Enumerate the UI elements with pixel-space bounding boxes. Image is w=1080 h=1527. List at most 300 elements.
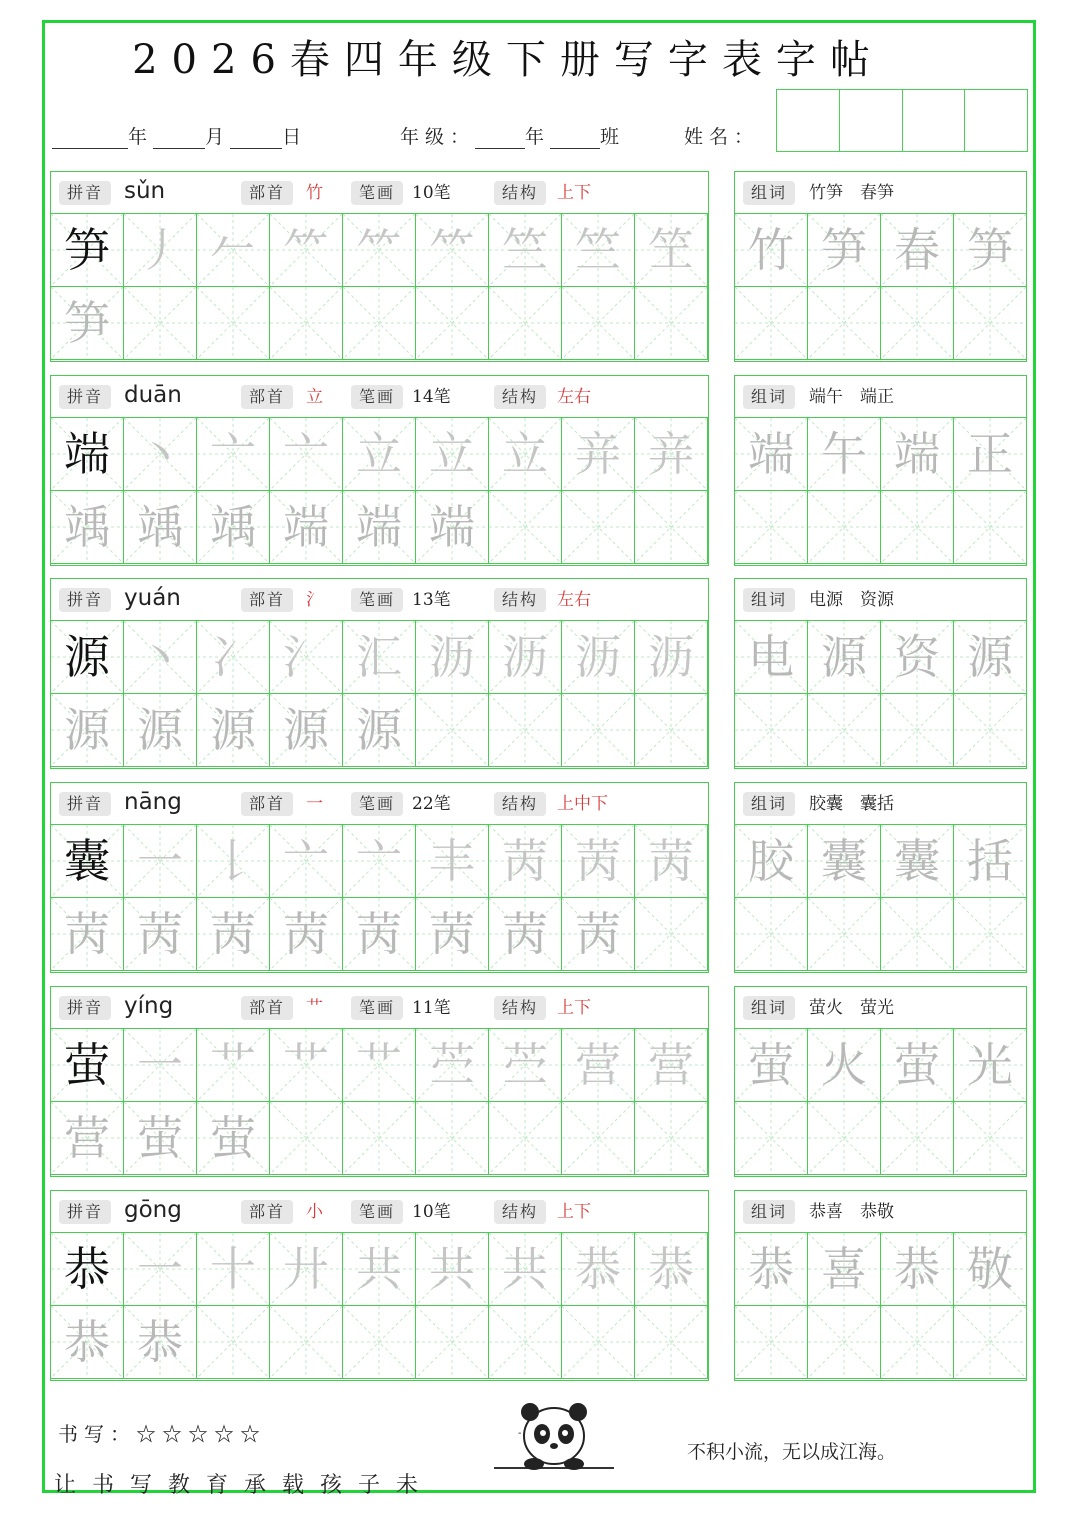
practice-cell[interactable] <box>124 287 197 360</box>
practice-cell[interactable] <box>343 825 416 898</box>
stroke-step-character: 苎 <box>502 1038 548 1092</box>
practice-cell[interactable] <box>197 1102 270 1175</box>
name-grid[interactable] <box>776 89 1028 152</box>
practice-cell[interactable] <box>635 287 708 360</box>
practice-cell[interactable] <box>343 214 416 287</box>
structure-tag: 结构 <box>494 181 546 205</box>
word-cell[interactable] <box>735 1233 808 1306</box>
practice-cell[interactable] <box>197 825 270 898</box>
grid-guide <box>562 287 634 359</box>
radical-tag: 部首 <box>241 1200 293 1224</box>
stroke-step-character: 𠄌 <box>210 834 256 888</box>
practice-cell[interactable] <box>51 1102 124 1175</box>
grid-guide <box>808 898 880 970</box>
grid-guide <box>635 1102 707 1174</box>
practice-cell[interactable] <box>416 1029 489 1102</box>
practice-cell[interactable] <box>635 621 708 694</box>
word-cell[interactable] <box>881 825 954 898</box>
radical-value: 小 <box>306 1202 323 1222</box>
practice-cell[interactable] <box>343 1102 416 1175</box>
stroke-step-character: 竬 <box>137 500 183 554</box>
grid-guide <box>735 1306 807 1378</box>
practice-cell[interactable] <box>489 287 562 360</box>
char-header <box>51 987 708 1029</box>
word-cell[interactable] <box>954 1233 1027 1306</box>
radical-tag: 部首 <box>241 385 293 409</box>
word-cell[interactable] <box>735 1029 808 1102</box>
practice-cell[interactable] <box>635 214 708 287</box>
practice-cell[interactable] <box>197 287 270 360</box>
stroke-step-character: 竎 <box>648 427 694 481</box>
stroke-step-character: 一 <box>137 1038 183 1092</box>
practice-cell[interactable] <box>124 694 197 767</box>
stroke-step-character: 恭 <box>648 1242 694 1296</box>
quote: 不积小流，无以成江海。 <box>687 1441 897 1463</box>
word-cell[interactable] <box>954 898 1027 971</box>
structure-value: 左右 <box>557 590 591 610</box>
grid-guide <box>562 491 634 563</box>
practice-cell[interactable] <box>270 418 343 491</box>
practice-cell[interactable] <box>562 214 635 287</box>
strokes-value: 11笔 <box>412 998 451 1018</box>
strokes-value: 10笔 <box>412 183 451 203</box>
word-cell[interactable] <box>881 1306 954 1379</box>
practice-cell[interactable] <box>489 694 562 767</box>
stroke-step-character: 冫 <box>210 630 256 684</box>
name-cell[interactable] <box>840 90 903 151</box>
practice-cell[interactable] <box>124 825 197 898</box>
stroke-step-character: 一 <box>137 1242 183 1296</box>
word-cell[interactable] <box>808 898 881 971</box>
stroke-step-character: 沥 <box>575 630 621 684</box>
word-cell[interactable] <box>954 491 1027 564</box>
practice-cell[interactable] <box>416 491 489 564</box>
practice-cell[interactable] <box>635 1306 708 1379</box>
grid-guide <box>808 1102 880 1174</box>
word-cell[interactable] <box>881 287 954 360</box>
stroke-step-character: 立 <box>356 427 402 481</box>
word-cell[interactable] <box>954 694 1027 767</box>
practice-cell[interactable] <box>416 1102 489 1175</box>
word-cell[interactable] <box>808 1102 881 1175</box>
char-block <box>50 578 709 769</box>
practice-cell[interactable] <box>416 694 489 767</box>
practice-cell[interactable] <box>270 491 343 564</box>
practice-cell[interactable] <box>270 898 343 971</box>
stroke-step-character: 苪 <box>502 907 548 961</box>
grid-guide <box>635 694 707 766</box>
grid-guide <box>489 1102 561 1174</box>
stroke-step-character: 沥 <box>648 630 694 684</box>
words-header <box>735 783 1026 825</box>
word-cell[interactable] <box>808 621 881 694</box>
word-cell[interactable] <box>735 287 808 360</box>
stroke-step-character: 苪 <box>575 907 621 961</box>
practice-cell[interactable] <box>197 1029 270 1102</box>
name-label: 姓名： <box>684 126 760 148</box>
practice-cell[interactable] <box>343 694 416 767</box>
grid-guide <box>881 1102 953 1174</box>
radical-value: 氵 <box>306 590 323 610</box>
practice-cell[interactable] <box>124 1233 197 1306</box>
stroke-step-character: 营 <box>575 1038 621 1092</box>
char-block <box>50 375 709 566</box>
practice-cell[interactable] <box>489 825 562 898</box>
pinyin-value: gōng <box>124 1197 182 1223</box>
practice-cell[interactable] <box>635 898 708 971</box>
strokes-tag: 笔画 <box>351 181 403 205</box>
practice-cell[interactable] <box>489 214 562 287</box>
stroke-step-character: 丶 <box>137 630 183 684</box>
name-cell[interactable] <box>903 90 966 151</box>
word-cell[interactable] <box>735 694 808 767</box>
class-blank[interactable] <box>550 130 600 149</box>
char-header <box>51 1191 708 1233</box>
practice-cell[interactable] <box>343 287 416 360</box>
practice-cell[interactable] <box>270 1102 343 1175</box>
stroke-step-character: 苎 <box>429 1038 475 1092</box>
grid-guide <box>635 898 707 970</box>
radical-value: 艹 <box>306 998 323 1018</box>
practice-cell[interactable] <box>562 621 635 694</box>
stroke-step-character: 源 <box>210 703 256 757</box>
practice-cell[interactable] <box>124 621 197 694</box>
words-value: 竹笋 春笋 <box>809 183 894 203</box>
stroke-step-character: 笁 <box>648 223 694 277</box>
practice-cell[interactable] <box>562 1029 635 1102</box>
stroke-step-character: 沥 <box>429 630 475 684</box>
stroke-step-character: 艹 <box>210 1038 256 1092</box>
practice-cell[interactable] <box>270 214 343 287</box>
stroke-step-character: 恭 <box>575 1242 621 1296</box>
word-character: 恭 <box>894 1242 940 1296</box>
radical-value: 竹 <box>306 183 323 203</box>
strokes-value: 13笔 <box>412 590 451 610</box>
practice-cell[interactable] <box>51 287 124 360</box>
practice-cell[interactable] <box>197 491 270 564</box>
practice-cell[interactable] <box>51 214 124 287</box>
grid-guide <box>416 694 488 766</box>
practice-cell[interactable] <box>51 1029 124 1102</box>
practice-cell[interactable] <box>489 1102 562 1175</box>
practice-cell[interactable] <box>270 825 343 898</box>
practice-cell[interactable] <box>562 825 635 898</box>
word-cell[interactable] <box>954 418 1027 491</box>
strokes-tag: 笔画 <box>351 1200 403 1224</box>
words-block <box>734 375 1027 566</box>
practice-cell[interactable] <box>562 1102 635 1175</box>
practice-cell[interactable] <box>489 418 562 491</box>
practice-cell[interactable] <box>197 694 270 767</box>
word-character: 正 <box>967 427 1013 481</box>
grid-guide <box>808 694 880 766</box>
model-character: 萤 <box>64 1038 110 1092</box>
word-cell[interactable] <box>808 214 881 287</box>
grid-guide <box>270 1102 342 1174</box>
word-cell[interactable] <box>881 1102 954 1175</box>
stroke-step-character: 共 <box>502 1242 548 1296</box>
words-tag: 组词 <box>743 588 795 612</box>
practice-cell[interactable] <box>343 1029 416 1102</box>
year-blank[interactable] <box>52 130 128 149</box>
word-cell[interactable] <box>881 694 954 767</box>
practice-cell[interactable] <box>343 621 416 694</box>
word-cell[interactable] <box>808 491 881 564</box>
practice-cell[interactable] <box>51 1306 124 1379</box>
practice-cell[interactable] <box>562 898 635 971</box>
word-cell[interactable] <box>808 825 881 898</box>
practice-cell[interactable] <box>562 418 635 491</box>
practice-cell[interactable] <box>635 418 708 491</box>
practice-cell[interactable] <box>635 491 708 564</box>
word-cell[interactable] <box>954 1029 1027 1102</box>
grid-guide <box>881 898 953 970</box>
word-cell[interactable] <box>881 621 954 694</box>
practice-cell[interactable] <box>489 898 562 971</box>
grid-guide <box>735 287 807 359</box>
practice-cell[interactable] <box>124 1306 197 1379</box>
word-character: 喜 <box>821 1242 867 1296</box>
practice-cell[interactable] <box>270 287 343 360</box>
practice-cell[interactable] <box>343 1306 416 1379</box>
grid-guide <box>808 1306 880 1378</box>
practice-cell[interactable] <box>489 1029 562 1102</box>
word-cell[interactable] <box>881 491 954 564</box>
slogan: 让书写教育承载孩子未 <box>54 1473 435 1498</box>
practice-cell[interactable] <box>416 1306 489 1379</box>
practice-cell[interactable] <box>270 694 343 767</box>
practice-cell[interactable] <box>562 1233 635 1306</box>
grade-label: 年级： <box>400 126 476 148</box>
stroke-step-character: 苪 <box>283 907 329 961</box>
word-cell[interactable] <box>735 491 808 564</box>
practice-cell[interactable] <box>197 1233 270 1306</box>
word-character: 萤 <box>894 1038 940 1092</box>
grid-guide <box>270 287 342 359</box>
word-cell[interactable] <box>954 214 1027 287</box>
month-blank[interactable] <box>153 130 205 149</box>
practice-cell[interactable] <box>562 694 635 767</box>
practice-cell[interactable] <box>124 1029 197 1102</box>
practice-cell[interactable] <box>416 418 489 491</box>
practice-cell[interactable] <box>51 694 124 767</box>
stroke-step-character: 苪 <box>502 834 548 888</box>
practice-cell[interactable] <box>270 1306 343 1379</box>
word-cell[interactable] <box>735 1306 808 1379</box>
word-cell[interactable] <box>808 1029 881 1102</box>
practice-cell[interactable] <box>343 418 416 491</box>
rating-label: 书写： <box>58 1422 136 1446</box>
word-cell[interactable] <box>954 287 1027 360</box>
grid-guide <box>343 1102 415 1174</box>
practice-cell[interactable] <box>51 825 124 898</box>
practice-cell[interactable] <box>197 621 270 694</box>
words-block <box>734 782 1027 973</box>
stroke-step-character: 端 <box>429 500 475 554</box>
word-character: 端 <box>748 427 794 481</box>
grid-guide <box>562 694 634 766</box>
stroke-step-character: ⺮ <box>283 223 329 277</box>
practice-cell[interactable] <box>124 491 197 564</box>
stroke-step-character: 亠 <box>356 834 402 888</box>
word-character: 萤 <box>748 1038 794 1092</box>
radical-tag: 部首 <box>241 588 293 612</box>
practice-cell[interactable] <box>270 1233 343 1306</box>
structure-tag: 结构 <box>494 1200 546 1224</box>
practice-cell[interactable] <box>51 491 124 564</box>
radical-tag: 部首 <box>241 792 293 816</box>
pinyin-tag: 拼音 <box>59 1200 111 1224</box>
stroke-step-character: 竬 <box>210 500 256 554</box>
practice-cell[interactable] <box>489 621 562 694</box>
year-label: 年 <box>128 126 148 148</box>
stroke-step-character: ⺮ <box>356 223 402 277</box>
practice-cell[interactable] <box>416 621 489 694</box>
svg-text:-: - <box>518 1428 522 1439</box>
grid-guide <box>808 287 880 359</box>
practice-cell[interactable] <box>197 898 270 971</box>
stroke-step-character: 恭 <box>137 1315 183 1369</box>
grid-guide <box>416 1306 488 1378</box>
stroke-step-character: 端 <box>356 500 402 554</box>
strokes-tag: 笔画 <box>351 385 403 409</box>
practice-cell[interactable] <box>562 491 635 564</box>
grid-guide <box>489 1306 561 1378</box>
words-header <box>735 579 1026 621</box>
word-cell[interactable] <box>808 418 881 491</box>
word-cell[interactable] <box>735 825 808 898</box>
day-blank[interactable] <box>230 130 282 149</box>
practice-cell[interactable] <box>635 1029 708 1102</box>
grid-guide <box>416 1102 488 1174</box>
month-label: 月 <box>205 126 225 148</box>
practice-cell[interactable] <box>635 1102 708 1175</box>
practice-cell[interactable] <box>51 1233 124 1306</box>
word-cell[interactable] <box>881 1029 954 1102</box>
stroke-step-character: 共 <box>429 1242 475 1296</box>
practice-cell[interactable] <box>270 1029 343 1102</box>
practice-cell[interactable] <box>635 825 708 898</box>
practice-cell[interactable] <box>416 214 489 287</box>
grid-guide <box>489 287 561 359</box>
words-value: 恭喜 恭敬 <box>809 1202 894 1222</box>
radical-tag: 部首 <box>241 996 293 1020</box>
word-character: 恭 <box>748 1242 794 1296</box>
words-header <box>735 172 1026 214</box>
word-cell[interactable] <box>808 694 881 767</box>
name-cell[interactable] <box>777 90 840 151</box>
practice-cell[interactable] <box>51 621 124 694</box>
practice-cell[interactable] <box>51 898 124 971</box>
class-label: 班 <box>600 126 626 148</box>
word-cell[interactable] <box>881 214 954 287</box>
word-cell[interactable] <box>881 1233 954 1306</box>
word-cell[interactable] <box>881 418 954 491</box>
word-character: 竹 <box>748 223 794 277</box>
practice-cell[interactable] <box>124 1102 197 1175</box>
practice-cell[interactable] <box>416 825 489 898</box>
practice-cell[interactable] <box>416 898 489 971</box>
rating-row <box>58 1418 266 1447</box>
word-cell[interactable] <box>954 1306 1027 1379</box>
words-block <box>734 171 1027 362</box>
practice-cell[interactable] <box>124 214 197 287</box>
stroke-step-character: 苪 <box>356 907 402 961</box>
word-cell[interactable] <box>881 898 954 971</box>
stroke-step-character: 共 <box>356 1242 402 1296</box>
practice-cell[interactable] <box>489 1233 562 1306</box>
grid-guide <box>416 287 488 359</box>
practice-cell[interactable] <box>197 418 270 491</box>
practice-cell[interactable] <box>270 621 343 694</box>
model-character: 源 <box>64 630 110 684</box>
rating-stars[interactable]: ☆☆☆☆☆ <box>136 1422 266 1446</box>
word-character: 资 <box>894 630 940 684</box>
word-character: 括 <box>967 834 1013 888</box>
word-cell[interactable] <box>808 1306 881 1379</box>
practice-cell[interactable] <box>416 1233 489 1306</box>
practice-cell[interactable] <box>562 287 635 360</box>
name-cell[interactable] <box>965 90 1027 151</box>
word-cell[interactable] <box>808 1233 881 1306</box>
words-value: 萤火 萤光 <box>809 998 894 1018</box>
word-cell[interactable] <box>954 1102 1027 1175</box>
practice-cell[interactable] <box>343 1233 416 1306</box>
word-cell[interactable] <box>954 621 1027 694</box>
words-tag: 组词 <box>743 385 795 409</box>
structure-value: 上下 <box>557 183 591 203</box>
pinyin-tag: 拼音 <box>59 588 111 612</box>
words-tag: 组词 <box>743 1200 795 1224</box>
practice-cell[interactable] <box>197 1306 270 1379</box>
grade-line <box>400 122 625 149</box>
practice-cell[interactable] <box>416 287 489 360</box>
practice-cell[interactable] <box>343 491 416 564</box>
practice-cell[interactable] <box>489 491 562 564</box>
grid-guide <box>735 1102 807 1174</box>
grid-guide <box>489 694 561 766</box>
practice-cell[interactable] <box>635 694 708 767</box>
stroke-step-character: 营 <box>64 1111 110 1165</box>
grid-guide <box>489 491 561 563</box>
word-cell[interactable] <box>735 214 808 287</box>
word-cell[interactable] <box>735 898 808 971</box>
stroke-step-character: 丰 <box>429 834 475 888</box>
strokes-tag: 笔画 <box>351 588 403 612</box>
words-header <box>735 1191 1026 1233</box>
practice-cell[interactable] <box>124 898 197 971</box>
radical-value: 一 <box>306 794 323 814</box>
grade-year-blank[interactable] <box>475 130 525 149</box>
practice-cell[interactable] <box>635 1233 708 1306</box>
page-title: 2026春四年级下册写字表字帖 <box>132 37 884 83</box>
word-cell[interactable] <box>735 621 808 694</box>
char-header <box>51 172 708 214</box>
practice-cell[interactable] <box>51 418 124 491</box>
word-cell[interactable] <box>735 418 808 491</box>
model-character: 恭 <box>64 1242 110 1296</box>
practice-cell[interactable] <box>562 1306 635 1379</box>
practice-cell[interactable] <box>343 898 416 971</box>
word-cell[interactable] <box>808 287 881 360</box>
word-cell[interactable] <box>954 825 1027 898</box>
practice-cell[interactable] <box>124 418 197 491</box>
word-cell[interactable] <box>735 1102 808 1175</box>
practice-cell[interactable] <box>197 214 270 287</box>
stroke-step-character: 一 <box>137 834 183 888</box>
char-block <box>50 171 709 362</box>
practice-cell[interactable] <box>489 1306 562 1379</box>
